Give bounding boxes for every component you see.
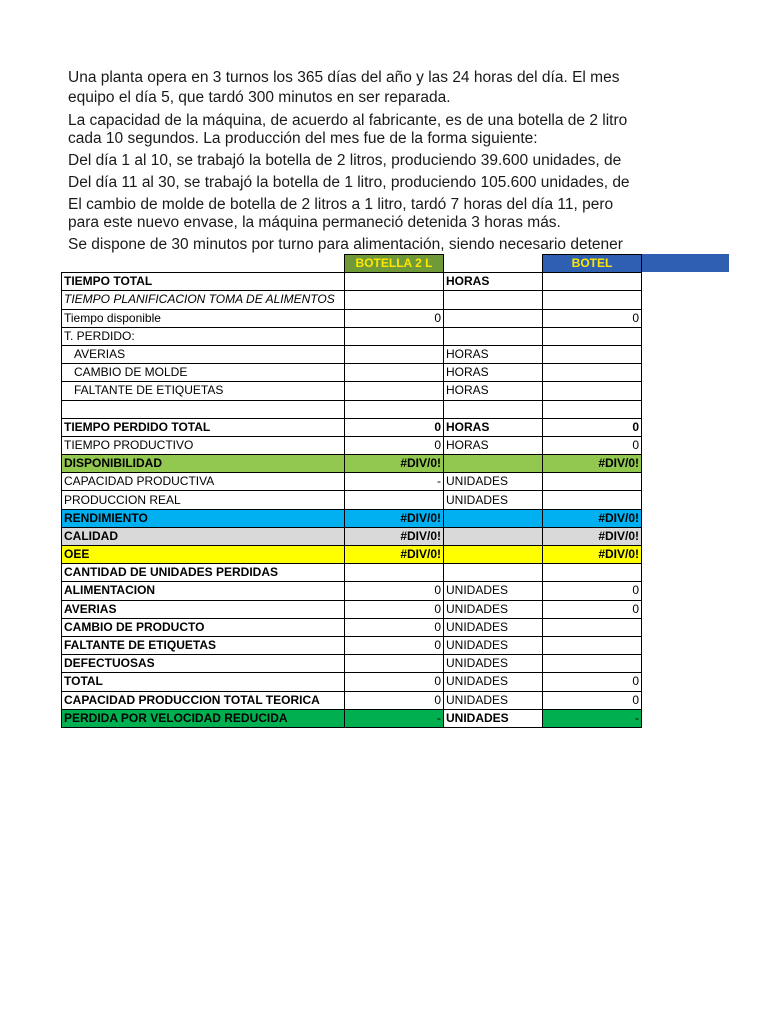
value-cell[interactable]: - (345, 473, 444, 491)
value-cell[interactable] (543, 655, 642, 673)
row-label[interactable]: DEFECTUOSAS (62, 655, 345, 673)
unit-cell[interactable]: UNIDADES (444, 673, 543, 691)
value-cell[interactable]: #DIV/0! (345, 527, 444, 545)
value-cell[interactable]: - (543, 709, 642, 727)
row-label[interactable]: CANTIDAD DE UNIDADES PERDIDAS (62, 564, 345, 582)
row-label[interactable] (62, 400, 345, 418)
oee-spreadsheet (61, 254, 642, 728)
problem-line: La capacidad de la máquina, de acuerdo al fabricante, es de una botella de 2 litro (68, 112, 628, 129)
row-label[interactable]: TIEMPO TOTAL (62, 273, 345, 291)
unit-cell[interactable]: HORAS (444, 345, 543, 363)
unit-cell[interactable] (444, 400, 543, 418)
unit-cell[interactable] (444, 527, 543, 545)
table-row (62, 655, 642, 673)
problem-line: equipo el día 5, que tardó 300 minutos en ser reparada. (68, 89, 451, 106)
unit-cell[interactable] (444, 291, 543, 309)
value-cell[interactable] (543, 364, 642, 382)
unit-cell[interactable] (444, 546, 543, 564)
row-label[interactable]: CAPACIDAD PRODUCCION TOTAL TEORICA (62, 691, 345, 709)
row-label[interactable]: OEE (62, 546, 345, 564)
row-label[interactable]: AVERIAS (62, 600, 345, 618)
problem-line: Del día 11 al 30, se trabajó la botella de 1 litro, produciendo 105.600 unidades, de (68, 174, 630, 191)
value-cell[interactable]: #DIV/0! (345, 455, 444, 473)
table-row (62, 291, 642, 309)
value-cell[interactable]: - (345, 709, 444, 727)
value-cell[interactable]: #DIV/0! (345, 546, 444, 564)
value-cell[interactable]: 0 (345, 436, 444, 454)
value-cell[interactable] (543, 382, 642, 400)
value-cell[interactable]: 0 (345, 673, 444, 691)
value-cell[interactable] (345, 291, 444, 309)
table-row (62, 600, 642, 618)
row-label[interactable]: TOTAL (62, 673, 345, 691)
problem-line: El cambio de molde de botella de 2 litros a 1 litro, tardó 7 horas del día 11, pero (68, 196, 614, 213)
value-cell[interactable] (543, 273, 642, 291)
value-cell[interactable]: 0 (345, 618, 444, 636)
header-blue-extension (631, 254, 729, 272)
value-cell[interactable]: 0 (345, 636, 444, 654)
cell[interactable] (62, 255, 345, 273)
row-label[interactable]: CAMBIO DE MOLDE (62, 364, 345, 382)
value-cell[interactable] (543, 400, 642, 418)
value-cell[interactable]: #DIV/0! (543, 509, 642, 527)
value-cell[interactable] (345, 491, 444, 509)
row-label[interactable]: RENDIMIENTO (62, 509, 345, 527)
unit-cell[interactable]: HORAS (444, 364, 543, 382)
table-row (62, 618, 642, 636)
table-row-perdida-velocidad (62, 709, 642, 727)
unit-cell[interactable]: UNIDADES (444, 636, 543, 654)
unit-cell[interactable]: HORAS (444, 382, 543, 400)
value-cell[interactable] (345, 345, 444, 363)
table-row-calidad (62, 527, 642, 545)
value-cell[interactable] (543, 564, 642, 582)
table-row (62, 309, 642, 327)
header-row (62, 255, 642, 273)
unit-cell[interactable] (444, 509, 543, 527)
value-cell[interactable]: 0 (543, 582, 642, 600)
row-label[interactable]: FALTANTE DE ETIQUETAS (62, 636, 345, 654)
cell[interactable] (444, 255, 543, 273)
row-label[interactable]: TIEMPO PLANIFICACION TOMA DE ALIMENTOS (62, 291, 345, 309)
row-label[interactable]: CAMBIO DE PRODUCTO (62, 618, 345, 636)
table-row (62, 327, 642, 345)
row-label[interactable]: PRODUCCION REAL (62, 491, 345, 509)
header-botella-2l[interactable]: BOTELLA 2 L (345, 255, 444, 273)
row-label[interactable]: TIEMPO PRODUCTIVO (62, 436, 345, 454)
row-label[interactable]: PERDIDA POR VELOCIDAD REDUCIDA (62, 709, 345, 727)
table-row (62, 364, 642, 382)
value-cell[interactable] (543, 636, 642, 654)
table-row (62, 491, 642, 509)
value-cell[interactable]: 0 (543, 600, 642, 618)
value-cell[interactable] (543, 327, 642, 345)
unit-cell[interactable]: UNIDADES (444, 491, 543, 509)
unit-cell[interactable]: HORAS (444, 436, 543, 454)
unit-cell[interactable]: UNIDADES (444, 709, 543, 727)
value-cell[interactable]: 0 (543, 436, 642, 454)
value-cell[interactable]: #DIV/0! (345, 509, 444, 527)
value-cell[interactable] (345, 382, 444, 400)
table-row-disponibilidad (62, 455, 642, 473)
table-row (62, 345, 642, 363)
table-row (62, 564, 642, 582)
problem-line: Se dispone de 30 minutos por turno para alimentación, siendo necesario detener (68, 236, 623, 253)
value-cell[interactable] (543, 345, 642, 363)
table-row (62, 418, 642, 436)
row-label[interactable]: TIEMPO PERDIDO TOTAL (62, 418, 345, 436)
row-label[interactable]: CALIDAD (62, 527, 345, 545)
value-cell[interactable]: #DIV/0! (543, 455, 642, 473)
value-cell[interactable]: 0 (543, 673, 642, 691)
table-row (62, 436, 642, 454)
value-cell[interactable] (543, 491, 642, 509)
table-row (62, 382, 642, 400)
table-row (62, 473, 642, 491)
value-cell[interactable]: 0 (543, 418, 642, 436)
unit-cell[interactable] (444, 327, 543, 345)
row-label[interactable]: Tiempo disponible (62, 309, 345, 327)
row-label[interactable]: T. PERDIDO: (62, 327, 345, 345)
unit-cell[interactable]: UNIDADES (444, 618, 543, 636)
value-cell[interactable] (345, 327, 444, 345)
value-cell[interactable]: 0 (345, 418, 444, 436)
value-cell[interactable]: #DIV/0! (543, 546, 642, 564)
row-label[interactable]: FALTANTE DE ETIQUETAS (62, 382, 345, 400)
value-cell[interactable]: 0 (543, 309, 642, 327)
table-row-rendimiento (62, 509, 642, 527)
header-botella-1l[interactable]: BOTEL (543, 255, 642, 273)
table-row (62, 673, 642, 691)
table-row (62, 636, 642, 654)
value-cell[interactable] (543, 291, 642, 309)
unit-cell[interactable] (444, 564, 543, 582)
row-label[interactable]: DISPONIBILIDAD (62, 455, 345, 473)
value-cell[interactable] (543, 618, 642, 636)
value-cell[interactable]: 0 (543, 691, 642, 709)
value-cell[interactable]: 0 (345, 691, 444, 709)
row-label[interactable]: ALIMENTACION (62, 582, 345, 600)
unit-cell[interactable]: UNIDADES (444, 600, 543, 618)
value-cell[interactable] (345, 364, 444, 382)
row-label[interactable]: AVERIAS (62, 345, 345, 363)
table-row (62, 273, 642, 291)
problem-statement (0, 60, 631, 255)
unit-cell[interactable]: UNIDADES (444, 473, 543, 491)
unit-cell[interactable] (444, 455, 543, 473)
unit-cell[interactable]: UNIDADES (444, 655, 543, 673)
unit-cell[interactable]: HORAS (444, 418, 543, 436)
value-cell[interactable]: #DIV/0! (543, 527, 642, 545)
value-cell[interactable] (345, 655, 444, 673)
problem-line: cada 10 segundos. La producción del mes fue de la forma siguiente: (68, 130, 538, 147)
value-cell[interactable] (345, 400, 444, 418)
value-cell[interactable]: 0 (345, 582, 444, 600)
table-row-oee (62, 546, 642, 564)
value-cell[interactable] (345, 564, 444, 582)
unit-cell[interactable]: UNIDADES (444, 582, 543, 600)
row-label[interactable]: CAPACIDAD PRODUCTIVA (62, 473, 345, 491)
value-cell[interactable] (345, 273, 444, 291)
value-cell[interactable]: 0 (345, 309, 444, 327)
unit-cell[interactable]: UNIDADES (444, 691, 543, 709)
unit-cell[interactable]: HORAS (444, 273, 543, 291)
unit-cell[interactable] (444, 309, 543, 327)
problem-line: Del día 1 al 10, se trabajó la botella de 2 litros, produciendo 39.600 unidades, de (68, 152, 622, 169)
problem-line: para este nuevo envase, la máquina permaneció detenida 3 horas más. (68, 214, 561, 231)
problem-line: Una planta opera en 3 turnos los 365 días del año y las 24 horas del día. El mes (68, 69, 620, 86)
value-cell[interactable] (543, 473, 642, 491)
table-row (62, 691, 642, 709)
value-cell[interactable]: 0 (345, 600, 444, 618)
table-row (62, 400, 642, 418)
table-row (62, 582, 642, 600)
